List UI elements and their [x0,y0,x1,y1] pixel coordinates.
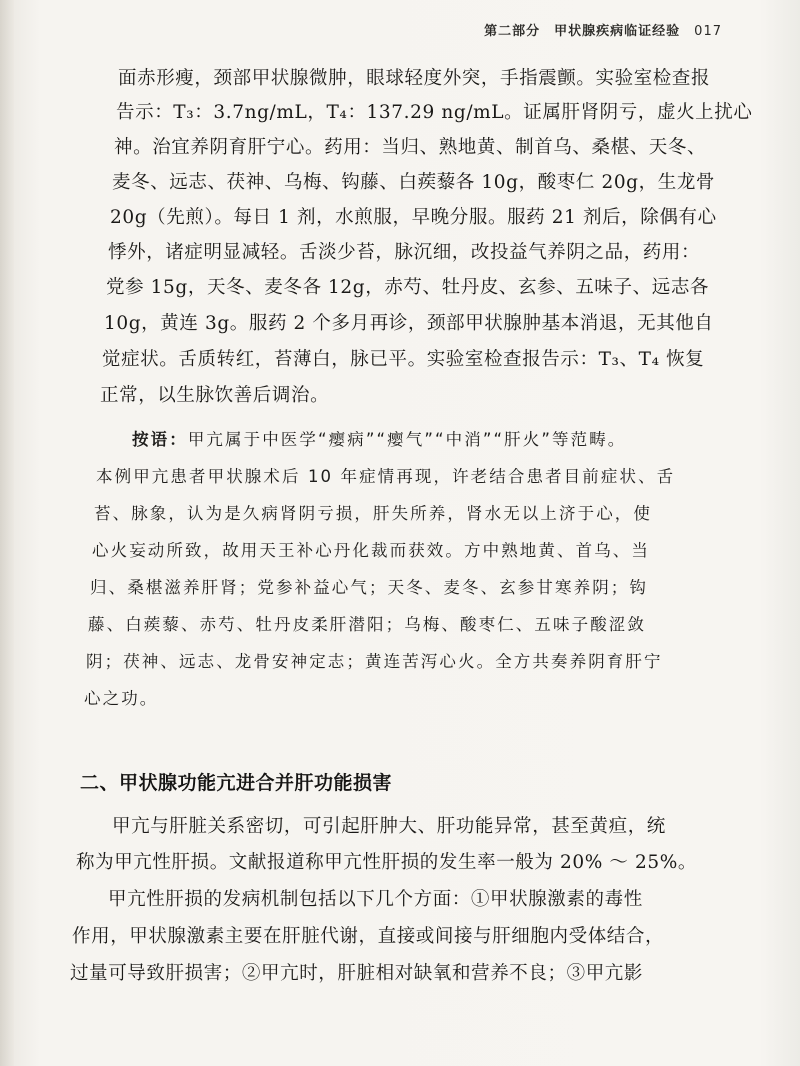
text-line: 告示：T₃：3.7ng/mL，T₄：137.29 ng/mL。证属肝肾阴亏，虚火上扰心 [116,102,753,123]
text-line: 甲亢性肝损的发病机制包括以下几个方面：①甲状腺激素的毒性 [108,889,643,910]
section-heading: 二、甲状腺功能亢进合并肝功能损害 [80,772,393,794]
note-line: 苔、脉象，认为是久病肾阴亏损，肝失所养，肾水无以上济于心，使 [94,504,652,523]
text-line: 神。治宜养阴育肝宁心。药用：当归、熟地黄、制首乌、桑椹、天冬、 [114,137,707,158]
text-line: 面赤形瘦，颈部甲状腺微肿，眼球轻度外突，手指震颤。实验室检查报 [118,68,711,89]
text-line: 悸外，诸症明显减轻。舌淡少苔，脉沉细，改投益气养阴之品，药用： [108,242,701,263]
text-line: 党参 15g，天冬、麦冬各 12g，赤芍、牡丹皮、玄参、五味子、远志各 [106,277,710,298]
text-line: 20g（先煎）。每日 1 剂，水煎服，早晚分服。服药 21 剂后，除偶有心 [110,207,717,228]
header-section-title: 第二部分 甲状腺疾病临证经验 [484,24,681,39]
text-line: 称为甲亢性肝损。文献报道称甲亢性肝损的发生率一般为 20% ～ 25%。 [76,852,697,873]
note-lead-label: 按语： [132,430,188,449]
page-number: 017 [694,24,722,39]
text-line: 正常，以生脉饮善后调治。 [100,385,330,406]
note-line: 藤、白蒺藜、赤芍、牡丹皮柔肝潜阳；乌梅、酸枣仁、五味子酸涩敛 [88,615,646,634]
text-line: 觉症状。舌质转红，苔薄白，脉已平。实验室检查报告示：T₃、T₄ 恢复 [102,349,705,370]
text-line: 麦冬、远志、茯神、乌梅、钩藤、白蒺藜各 10g，酸枣仁 20g，生龙骨 [112,172,716,193]
note-line: 心之功。 [84,689,159,708]
note-line: 阴；茯神、远志、龙骨安神定志；黄连苦泻心火。全方共奏养阴育肝宁 [86,652,663,671]
running-header [484,20,722,39]
note-line: 归、桑椹滋养肝肾；党参补益心气；天冬、麦冬、玄参甘寒养阴；钩 [90,578,648,597]
page-spine-shadow [0,0,14,1066]
note-line: 本例甲亢患者甲状腺术后 10 年症情再现，许老结合患者目前症状、舌 [96,467,676,486]
text-line: 10g，黄连 3g。服药 2 个多月再诊，颈部甲状腺肿基本消退，无其他自 [104,313,714,334]
text-line: 作用，甲状腺激素主要在肝脏代谢，直接或间接与肝细胞内受体结合， [72,926,665,947]
note-line: 心火妄动所致，故用天王补心丹化裁而获效。方中熟地黄、首乌、当 [92,541,650,560]
text-line: 甲亢与肝脏关系密切，可引起肝肿大、肝功能异常，甚至黄疸，统 [112,816,666,837]
note-first-line-text: 甲亢属于中医学“瘿病”“瘿气”“中消”“肝火”等范畴。 [187,430,627,449]
text-line: 过量可导致肝损害；②甲亢时，肝脏相对缺氧和营养不良；③甲亢影 [70,963,644,984]
note-first-line [132,426,626,450]
